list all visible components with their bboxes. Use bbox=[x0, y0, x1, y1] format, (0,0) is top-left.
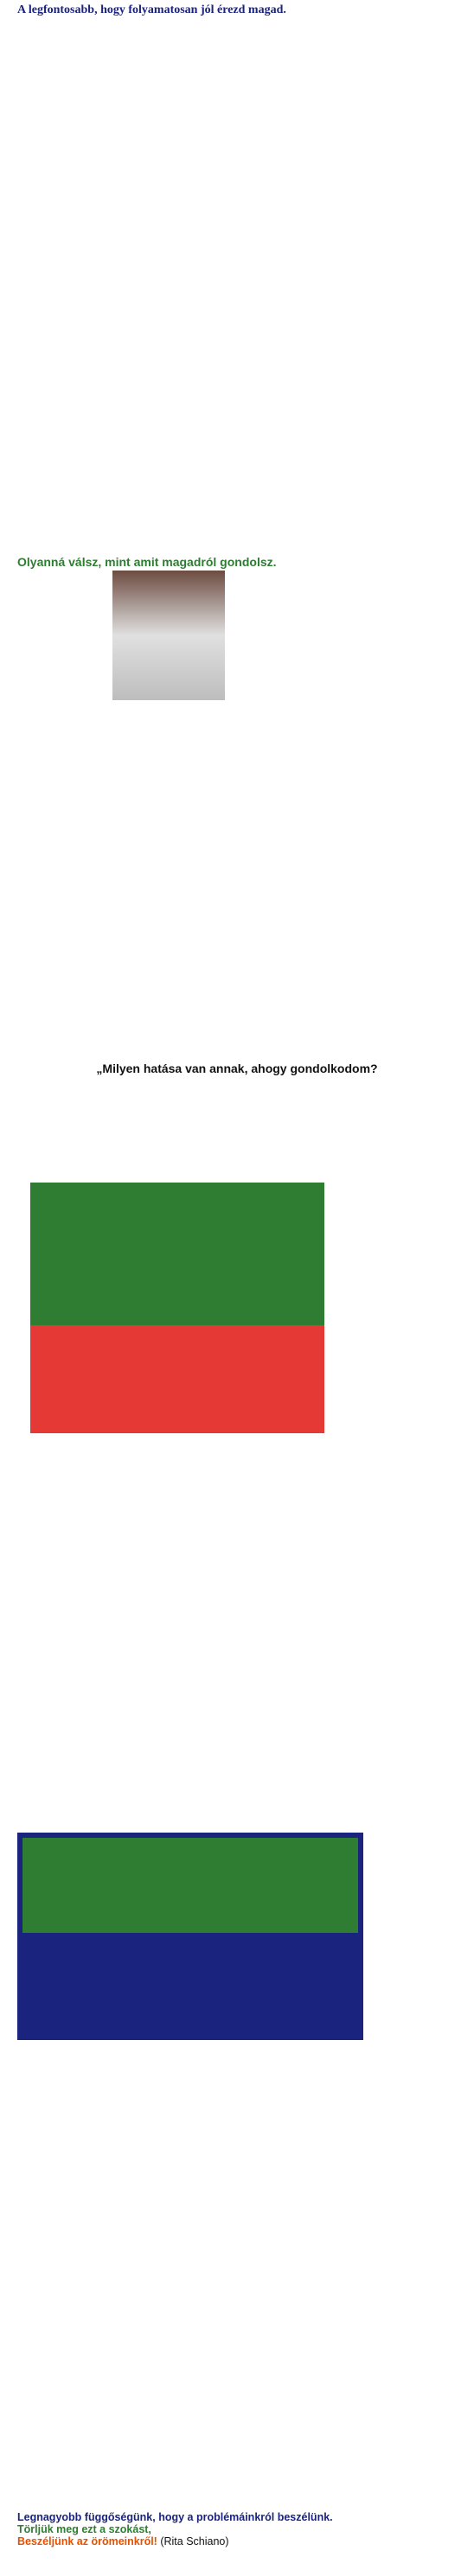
closing-3 bbox=[17, 2535, 457, 2547]
quote-card bbox=[30, 1183, 324, 1433]
closing-1: Legnagyobb függőségünk, hogy a problémáinkról beszélünk. bbox=[17, 2511, 333, 2523]
closing-2: Törljük meg ezt a szokást, bbox=[17, 2523, 151, 2535]
heading-2: Olyanná válsz, mint amit magadról gondolsz. bbox=[17, 555, 277, 569]
quote-card-navy bbox=[17, 1833, 363, 2040]
photo bbox=[112, 571, 225, 700]
closing-3-text: Beszéljünk az örömeinkről! bbox=[17, 2535, 157, 2547]
heading-3: „Milyen hatása van annak, ahogy gondolkodom? bbox=[96, 1062, 378, 1075]
closing-author: (Rita Schiano) bbox=[160, 2535, 229, 2547]
heading-1: A legfontosabb, hogy folyamatosan jól érezd magad. bbox=[17, 3, 286, 16]
